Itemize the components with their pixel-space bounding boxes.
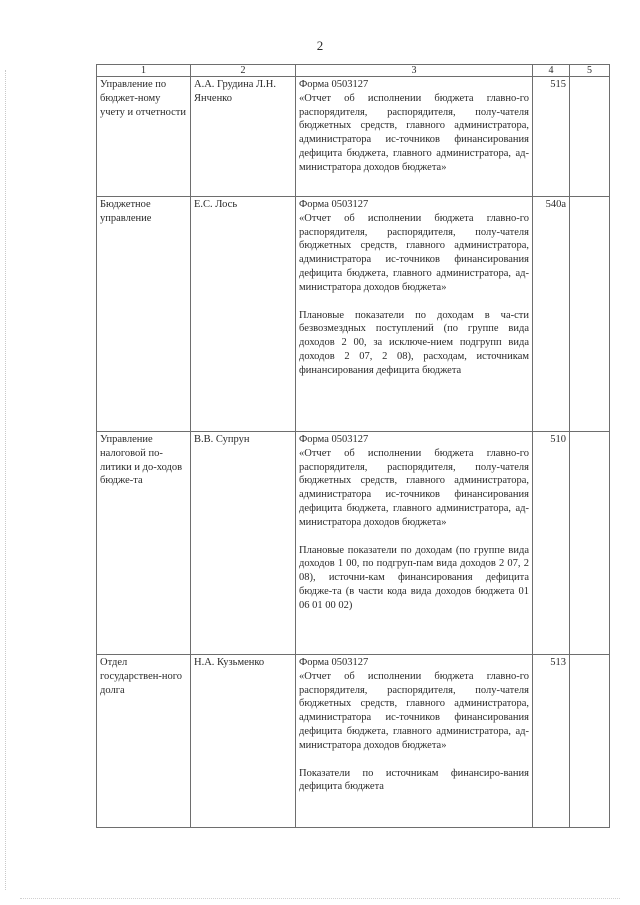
department-cell: Управление налоговой по-литики и до-ходов бюдже-та: [97, 432, 191, 655]
department-cell: Управление по бюджет-ному учету и отчетности: [97, 77, 191, 197]
scan-margin-line: [5, 70, 7, 890]
responsible-person-cell: А.А. Грудина Л.Н. Янченко: [191, 77, 296, 197]
form-cell: [296, 432, 533, 655]
form-title: Форма 0503127: [299, 199, 369, 210]
department-cell: Отдел государствен-ного долга: [97, 655, 191, 828]
table-row: [97, 197, 610, 432]
form-description: «Отчет об исполнении бюджета главно-го распорядителя, распорядителя, полу-чателя бюджетных средств, главного администратора, администратора ис-точников финансирования дефицита бюджета, главного администратора, ад-министратора доходов бюджета»: [299, 670, 529, 751]
form-description: «Отчет об исполнении бюджета главно-го распорядителя, распорядителя, полу-чателя бюджетных средств, главного администратора, администратора ис-точников финансирования дефицита бюджета, главного администратора, ад-министратора доходов бюджета»: [299, 92, 529, 173]
table-row: [97, 77, 610, 197]
form-title: Форма 0503127: [299, 657, 369, 668]
empty-cell: [570, 432, 610, 655]
form-description: «Отчет об исполнении бюджета главно-го распорядителя, распорядителя, полу-чателя бюджетных средств, главного администратора, администратора ис-точников финансирования дефицита бюджета, главного администратора, ад-министратора доходов бюджета»: [299, 447, 529, 528]
code-cell: 510: [533, 432, 570, 655]
scan-bottom-line: [20, 898, 620, 899]
form-cell: [296, 77, 533, 197]
report-table: [96, 64, 610, 828]
page-number: 2: [316, 38, 324, 53]
responsible-person-cell: В.В. Супрун: [191, 432, 296, 655]
header-cell-1: 1: [97, 65, 191, 77]
header-row: [97, 65, 610, 77]
form-note: Показатели по источникам финансиро-вания дефицита бюджета: [299, 767, 529, 793]
header-cell-5: 5: [570, 65, 610, 77]
code-cell: 513: [533, 655, 570, 828]
empty-cell: [570, 77, 610, 197]
form-cell: [296, 655, 533, 828]
responsible-person-cell: Н.А. Кузьменко: [191, 655, 296, 828]
table-row: [97, 432, 610, 655]
form-note: Плановые показатели по доходам в ча-сти безвозмездных поступлений (по группе вида доходов 2 00, за исключе-нием подгрупп вида доходов 2 07, 2 08), расходам, источникам финансирования дефицита бюджета: [299, 309, 529, 376]
form-note: Плановые показатели по доходам (по группе вида доходов 1 00, по подгруп-пам вида доходов 2 07, 2 08), источни-кам финансирования дефицита бюдже-та (в части кода вида доходов бюджета 01 06 01 00 02): [299, 544, 529, 611]
header-cell-4: 4: [533, 65, 570, 77]
department-cell: Бюджетное управление: [97, 197, 191, 432]
responsible-person-cell: Е.С. Лось: [191, 197, 296, 432]
header-cell-2: 2: [191, 65, 296, 77]
form-title: Форма 0503127: [299, 79, 369, 90]
form-title: Форма 0503127: [299, 434, 369, 445]
header-cell-3: 3: [296, 65, 533, 77]
empty-cell: [570, 197, 610, 432]
form-cell: [296, 197, 533, 432]
table-row: [97, 655, 610, 828]
form-description: «Отчет об исполнении бюджета главно-го распорядителя, распорядителя, полу-чателя бюджетных средств, главного администратора, администратора ис-точников финансирования дефицита бюджета, главного администратора, ад-министратора доходов бюджета»: [299, 212, 529, 293]
code-cell: 515: [533, 77, 570, 197]
code-cell: 540а: [533, 197, 570, 432]
empty-cell: [570, 655, 610, 828]
